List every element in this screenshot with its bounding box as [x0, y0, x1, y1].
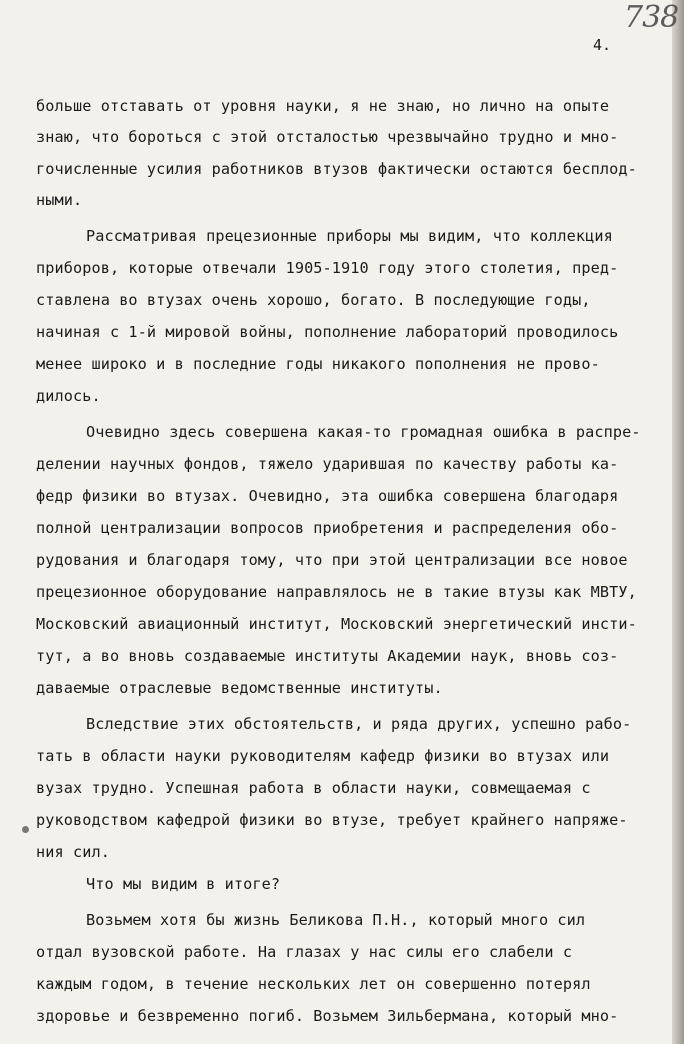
text-line: знаю, что бороться с этой отсталостью чрезвычайно трудно и мно-: [36, 128, 619, 146]
text-line: дилось.: [36, 387, 101, 405]
text-line: руководством кафедрой физики во втузе, требует крайнего напряже-: [36, 811, 628, 829]
text-line: тут, а во вновь создаваемые институты Академии наук, вновь соз-: [36, 647, 619, 665]
text-line: ставлена во втузах очень хорошо, богато. В последующие годы,: [36, 291, 591, 309]
text-line: делении научных фондов, тяжело ударившая по качеству работы ка-: [36, 455, 619, 473]
text-line: отдал вузовской работе. На глазах у нас силы его слабели с: [36, 943, 573, 961]
text-line: вузах трудно. Успешная работа в области науки, совмещаемая с: [36, 779, 591, 797]
text-line: ными.: [36, 191, 83, 209]
text-line: менее широко и в последние годы никакого пополнения не прово-: [36, 355, 600, 373]
text-line: полной централизации вопросов приобретения и распределения обо-: [36, 519, 619, 537]
text-line: больше отставать от уровня науки, я не знаю, но лично на опыте: [36, 97, 610, 115]
text-line: федр физики во втузах. Очевидно, эта ошибка совершена благодаря: [36, 487, 619, 505]
punch-hole: [22, 826, 29, 833]
text-line: рудования и благодаря тому, что при этой централизации все новое: [36, 551, 628, 569]
page-number: 4.: [593, 36, 612, 54]
text-line: начиная с 1-й мировой войны, пополнение лабораторий проводилось: [36, 323, 619, 341]
text-line: каждым годом, в течение нескольких лет он совершенно потерял: [36, 975, 591, 993]
text-line: приборов, которые отвечали 1905-1910 году этого столетия, пред-: [36, 259, 619, 277]
text-line: тать в области науки руководителям кафедр физики во втузах или: [36, 747, 610, 765]
text-line: даваемые отраслевые ведомственные институты.: [36, 679, 443, 697]
text-line: здоровье и безвременно погиб. Возьмем Зильбермана, который мно-: [36, 1007, 619, 1025]
text-line: Вследствие этих обстоятельств, и ряда других, успешно рабо-: [86, 715, 632, 733]
text-line: Очевидно здесь совершена какая-то громадная ошибка в распре-: [86, 423, 641, 441]
text-line: Московский авиационный институт, Московский энергетический инсти-: [36, 615, 637, 633]
text-line: Что мы видим в итоге?: [86, 875, 281, 893]
text-line: гочисленные усилия работников втузов фактически остаются бесплод-: [36, 160, 637, 178]
text-line: Рассматривая прецезионные приборы мы видим, что коллекция: [86, 227, 613, 245]
text-line: Возьмем хотя бы жизнь Беликова П.Н., который много сил: [86, 911, 586, 929]
text-line: ния сил.: [36, 843, 110, 861]
text-line: прецезионное оборудование направлялось не в такие втузы как МВТУ,: [36, 583, 637, 601]
archive-number: 738: [624, 0, 679, 35]
page-edge: [672, 0, 684, 1044]
